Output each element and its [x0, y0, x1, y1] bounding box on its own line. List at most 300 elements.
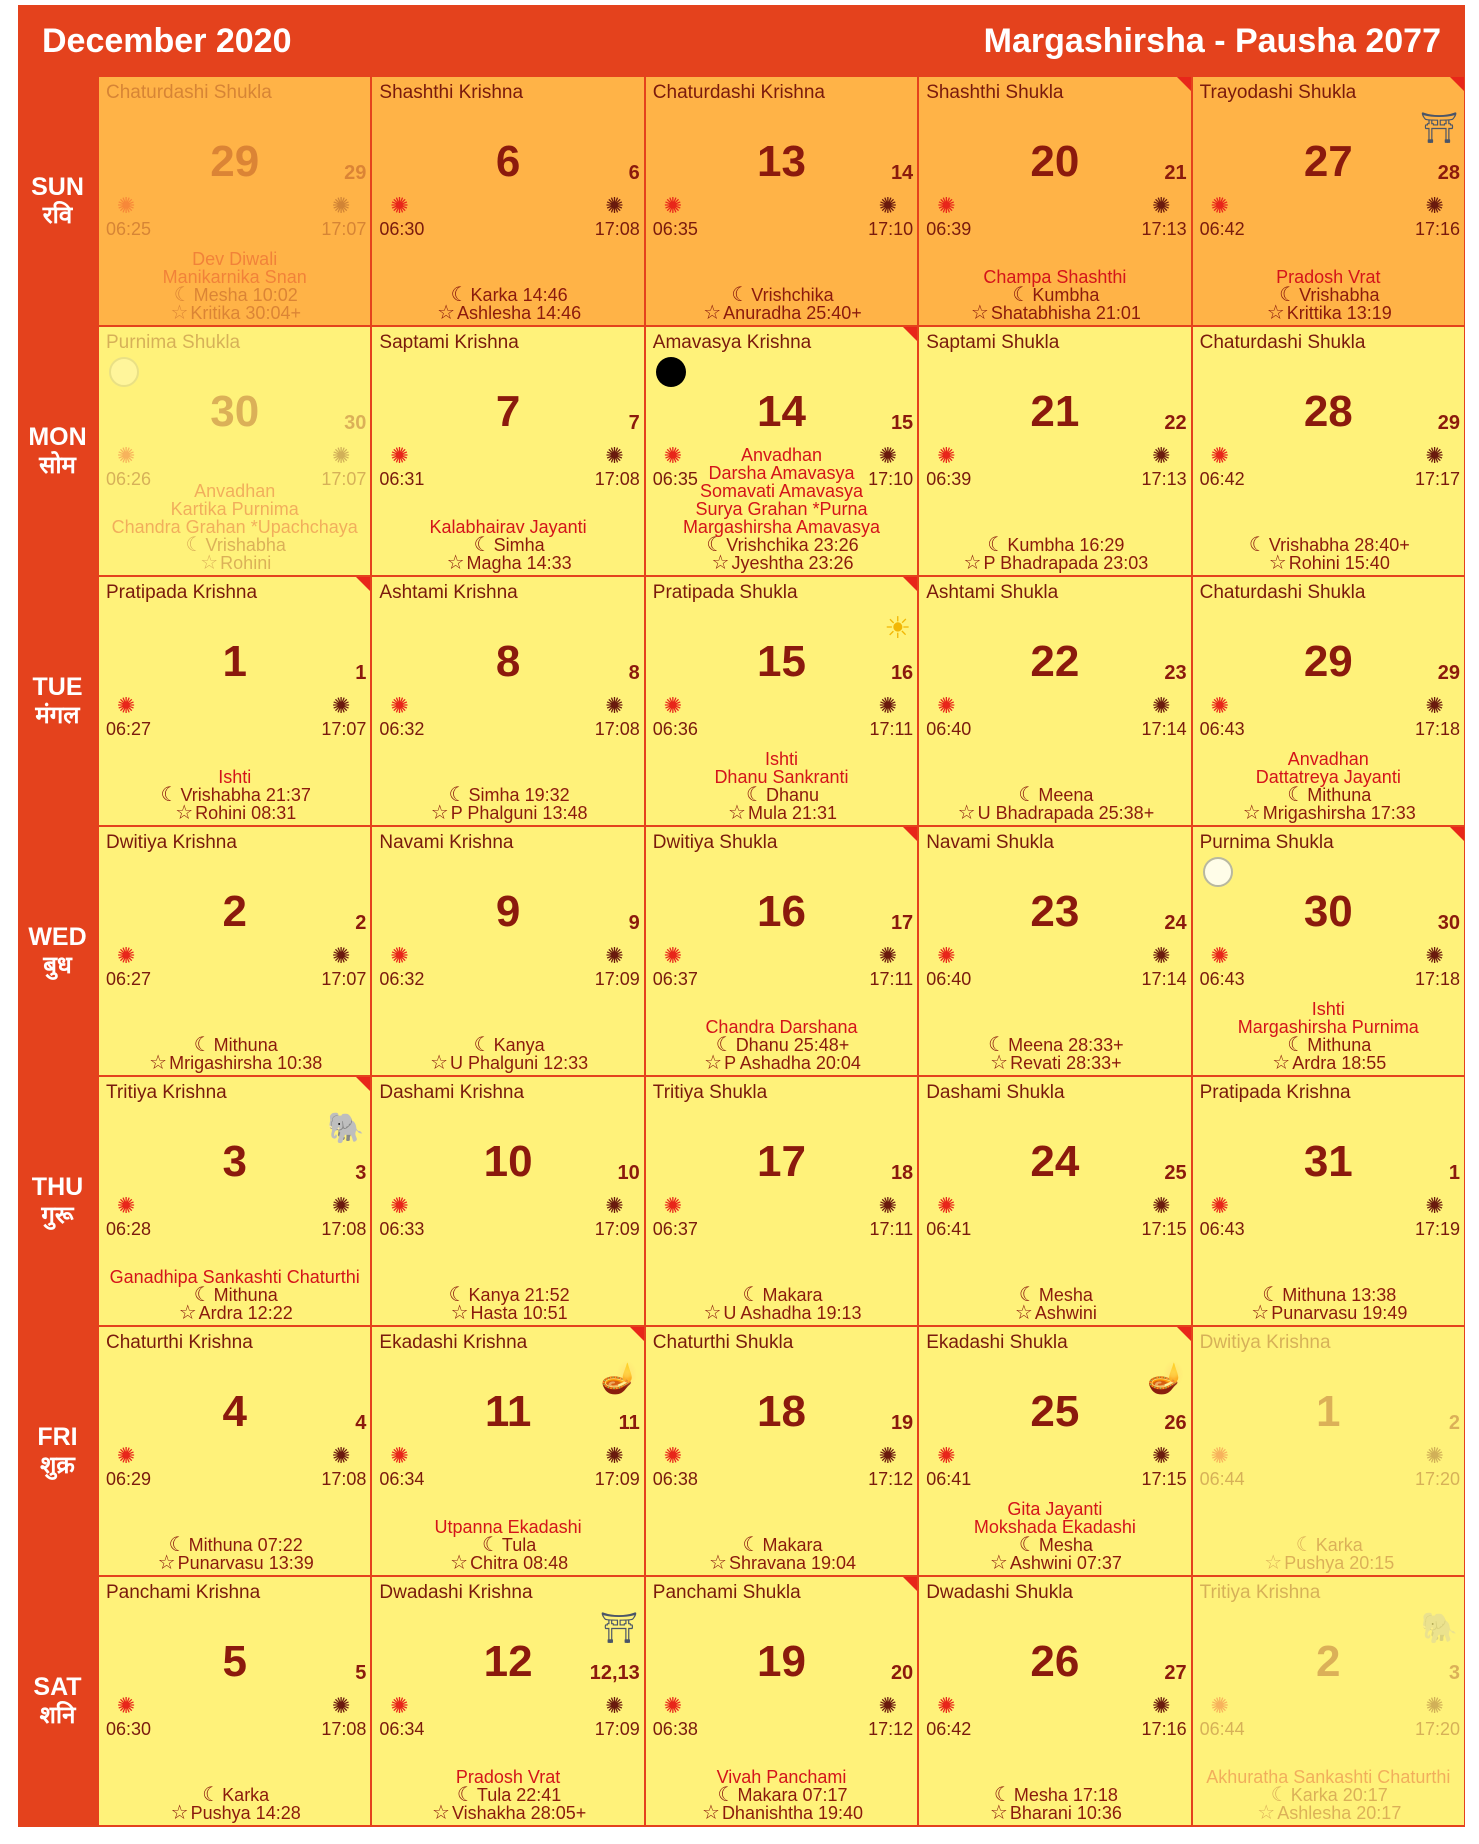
- festival-label: Akhuratha Sankashti Chaturthi: [1206, 1767, 1451, 1787]
- sunset-icon: ✺: [1425, 693, 1444, 718]
- tithi-label: Trayodashi Shukla: [1199, 82, 1357, 103]
- lunar-day: 8: [628, 662, 640, 684]
- festival-label: Dattatreya Jayanti: [1255, 767, 1401, 787]
- sunrise-icon: ✺: [1210, 1443, 1230, 1468]
- nakshatra: ☆ Mrigashirsha 10:38: [99, 1054, 370, 1072]
- nakshatra: ☆ Mrigashirsha 17:33: [1193, 804, 1464, 822]
- day-details: [372, 1768, 643, 1822]
- sunrise-time: 06:35: [652, 219, 698, 239]
- sunrise-time: 06:27: [106, 719, 152, 739]
- tithi-label: Shashthi Shukla: [926, 82, 1064, 103]
- day-details: [646, 1286, 917, 1322]
- sunrise-icon: ✺: [663, 943, 683, 968]
- lunar-day: 30: [344, 412, 367, 434]
- lunar-day: 26: [1164, 1412, 1187, 1434]
- sunset-icon: ✺: [605, 1693, 624, 1718]
- weekday-label-thu: [18, 1077, 97, 1325]
- sunset-time: 17:09: [594, 1719, 640, 1739]
- sunset-time: 17:08: [321, 1719, 367, 1739]
- sunset-icon: ✺: [878, 693, 898, 718]
- day-details: [919, 536, 1190, 572]
- nakshatra: ☆ Krittika 13:19: [1193, 304, 1464, 322]
- weekday-hi: सोम: [39, 450, 76, 479]
- day-cell[interactable]: [646, 1077, 917, 1325]
- moon-sign: ☾ Mithuna 13:38: [1193, 1286, 1464, 1304]
- day-details: [372, 518, 643, 572]
- moon-sign: ☾ Vrishchika 23:26: [646, 536, 917, 554]
- tithi-label: Panchami Krishna: [106, 1582, 261, 1603]
- ganesha-icon: 🐘: [327, 1112, 365, 1145]
- weekday-label-wed: [18, 827, 97, 1075]
- weekday-hi: मंगल: [35, 700, 80, 729]
- moon-sign: ☾ Kanya: [372, 1036, 643, 1054]
- date-number: 25: [1030, 1387, 1080, 1436]
- weekday-en: SAT: [33, 1672, 82, 1701]
- day-cell[interactable]: [99, 1327, 370, 1575]
- day-cell[interactable]: [372, 1077, 643, 1325]
- moon-sign: ☾ Mesha 10:02: [99, 286, 370, 304]
- day-details: [919, 1500, 1190, 1572]
- lunar-day: 22: [1164, 412, 1187, 434]
- sunset-icon: ✺: [605, 193, 624, 218]
- moon-sign: ☾ Tula 22:41: [372, 1786, 643, 1804]
- lunar-day: 10: [617, 1162, 640, 1184]
- sunrise-time: 06:37: [652, 1219, 698, 1239]
- nakshatra: ☆ Pushya 14:28: [99, 1804, 370, 1822]
- nakshatra: ☆ P Phalguni 13:48: [372, 804, 643, 822]
- sunrise-icon: ✺: [117, 1443, 136, 1468]
- moon-sign: ☾ Mithuna 07:22: [99, 1536, 370, 1554]
- day-details: [919, 1036, 1190, 1072]
- day-cell[interactable]: [646, 327, 917, 575]
- tithi-label: Dashami Krishna: [379, 1082, 525, 1103]
- date-number: 3: [222, 1137, 247, 1186]
- day-cell[interactable]: [646, 827, 917, 1075]
- festival-label: Chandra Grahan *Upachchaya: [111, 517, 358, 537]
- day-cell[interactable]: [919, 1327, 1190, 1575]
- full-moon-icon: [109, 357, 139, 387]
- tithi-label: Pratipada Shukla: [652, 582, 798, 603]
- moon-sign: ☾ Mesha: [919, 1536, 1190, 1554]
- day-details: [646, 1536, 917, 1572]
- tithi-label: Chaturdashi Krishna: [652, 82, 825, 103]
- day-cell[interactable]: [99, 577, 370, 825]
- sunset-icon: ✺: [1152, 443, 1171, 468]
- sunrise-icon: ✺: [390, 1443, 409, 1468]
- day-cell[interactable]: [646, 1327, 917, 1575]
- day-details: [1193, 1768, 1464, 1822]
- tithi-label: Ashtami Shukla: [926, 582, 1059, 603]
- day-details: [919, 1286, 1190, 1322]
- day-cell[interactable]: [919, 1077, 1190, 1325]
- moon-sign: ☾ Mesha 17:18: [919, 1786, 1190, 1804]
- sunset-icon: ✺: [878, 1443, 898, 1468]
- day-details: [1193, 268, 1464, 322]
- sunset-time: 17:08: [594, 469, 640, 489]
- lunar-day: 28: [1437, 162, 1460, 184]
- date-number: 11: [484, 1387, 532, 1436]
- sunrise-time: 06:34: [379, 1719, 425, 1739]
- nakshatra: ☆ Revati 28:33+: [919, 1054, 1190, 1072]
- date-number: 16: [757, 887, 806, 936]
- lunar-day: 16: [890, 662, 914, 684]
- weekday-label-sat: [18, 1577, 97, 1825]
- lunar-day: 9: [628, 912, 640, 934]
- weekday-label-mon: [18, 327, 97, 575]
- sunset-time: 17:07: [321, 469, 367, 489]
- date-number: 9: [495, 887, 521, 936]
- festival-label: Pradosh Vrat: [455, 1767, 561, 1787]
- nakshatra: ☆ Rohini: [99, 554, 370, 572]
- sunrise-icon: ✺: [117, 1193, 136, 1218]
- day-details: [1193, 750, 1464, 822]
- diya-icon: 🪔: [1147, 1362, 1185, 1395]
- day-cell[interactable]: [1193, 827, 1464, 1075]
- tithi-label: Dwitiya Shukla: [652, 832, 778, 853]
- lunar-day: 29: [344, 162, 367, 184]
- sunrise-time: 06:38: [652, 1719, 698, 1739]
- day-cell[interactable]: [646, 77, 917, 325]
- sunrise-icon: ✺: [390, 193, 409, 218]
- nakshatra: ☆ Rohini 08:31: [99, 804, 370, 822]
- day-cell[interactable]: [372, 1577, 643, 1825]
- festival-label: Anvadhan: [194, 481, 276, 501]
- day-cell[interactable]: [919, 77, 1190, 325]
- day-details: [372, 786, 643, 822]
- festival-label: Chandra Darshana: [705, 1017, 858, 1037]
- sunset-time: 17:08: [594, 219, 640, 239]
- lunar-day: 1: [1448, 1162, 1460, 1184]
- date-number: 4: [222, 1387, 247, 1436]
- sunset-icon: ✺: [1425, 1693, 1444, 1718]
- lunar-day: 1: [355, 662, 367, 684]
- moon-sign: ☾ Kanya 21:52: [372, 1286, 643, 1304]
- day-details: [372, 1518, 643, 1572]
- date-number: 7: [495, 387, 521, 436]
- lunar-day: 19: [890, 1412, 914, 1434]
- day-details: [919, 786, 1190, 822]
- full-moon-disc: [1203, 857, 1233, 887]
- day-cell[interactable]: [646, 577, 917, 825]
- sunset-time: 17:10: [868, 469, 914, 489]
- sunset-icon: ✺: [878, 1193, 898, 1218]
- sunrise-icon: ✺: [937, 193, 956, 218]
- tithi-label: Chaturthi Shukla: [652, 1332, 794, 1353]
- lunar-day: 3: [355, 1162, 367, 1184]
- day-cell[interactable]: [919, 827, 1190, 1075]
- calendar-grid: [18, 77, 1465, 1827]
- sunrise-time: 06:44: [1199, 1469, 1245, 1489]
- sunrise-time: 06:43: [1199, 719, 1245, 739]
- tithi-label: Pratipada Krishna: [1199, 1082, 1351, 1103]
- sunrise-time: 06:40: [926, 969, 972, 989]
- tithi-label: Amavasya Krishna: [652, 332, 812, 353]
- day-cell[interactable]: [919, 1577, 1190, 1825]
- festival-label: Vivah Panchami: [716, 1767, 847, 1787]
- weekday-en: THU: [31, 1172, 84, 1201]
- weekday-en: SUN: [31, 172, 84, 201]
- tithi-label: Ekadashi Krishna: [379, 1332, 528, 1353]
- date-number: 2: [222, 887, 247, 936]
- festival-label: Dev Diwali: [192, 249, 278, 269]
- tithi-label: Dwadashi Krishna: [379, 1582, 533, 1603]
- lunar-day: 18: [890, 1162, 914, 1184]
- day-cell[interactable]: [1193, 1077, 1464, 1325]
- tithi-label: Ashtami Krishna: [379, 582, 518, 603]
- day-cell[interactable]: [99, 1077, 370, 1325]
- lunar-day: 30: [1437, 912, 1460, 934]
- tithi-label: Tritiya Krishna: [1199, 1582, 1321, 1603]
- sunrise-icon: ✺: [937, 1693, 956, 1718]
- festival-label: Margashirsha Amavasya: [682, 517, 881, 537]
- nakshatra: ☆ Punarvasu 13:39: [99, 1554, 370, 1572]
- date-number: 19: [757, 1637, 806, 1686]
- day-cell[interactable]: [1193, 77, 1464, 325]
- date-number: 31: [1303, 1137, 1353, 1186]
- lunar-day: 3: [1448, 1662, 1460, 1684]
- sunset-icon: ✺: [1152, 193, 1171, 218]
- new-moon-icon: [656, 357, 686, 387]
- new-moon-disc: [656, 357, 686, 387]
- festival-label: Mokshada Ekadashi: [973, 1517, 1136, 1537]
- moon-sign: ☾ Tula: [372, 1536, 643, 1554]
- sunset-time: 17:15: [1141, 1469, 1187, 1489]
- sunrise-icon: ✺: [1210, 443, 1230, 468]
- day-details: [646, 286, 917, 322]
- sunset-time: 17:10: [868, 219, 914, 239]
- sunrise-time: 06:41: [926, 1219, 972, 1239]
- sunset-time: 17:14: [1141, 969, 1187, 989]
- sunset-time: 17:20: [1414, 1719, 1460, 1739]
- day-cell[interactable]: [99, 827, 370, 1075]
- tithi-label: Saptami Krishna: [379, 332, 519, 353]
- sunrise-icon: ✺: [937, 1443, 956, 1468]
- weekday-label-tue: [18, 577, 97, 825]
- day-details: [1193, 1286, 1464, 1322]
- event-marker-icon: [356, 1077, 370, 1091]
- moon-sign: ☾ Karka: [1193, 1536, 1464, 1554]
- nakshatra: ☆ Kritika 30:04+: [99, 304, 370, 322]
- nakshatra: ☆ Ardra 18:55: [1193, 1054, 1464, 1072]
- sunrise-icon: ✺: [390, 1693, 409, 1718]
- sunset-icon: ✺: [878, 943, 898, 968]
- nakshatra: ☆ Bharani 10:36: [919, 1804, 1190, 1822]
- nakshatra: ☆ U Ashadha 19:13: [646, 1304, 917, 1322]
- sunrise-time: 06:30: [379, 219, 425, 239]
- nakshatra: ☆ Rohini 15:40: [1193, 554, 1464, 572]
- lunar-day: 29: [1437, 412, 1460, 434]
- moon-sign: ☾ Mithuna: [1193, 786, 1464, 804]
- sunset-time: 17:08: [321, 1469, 367, 1489]
- tithi-label: Navami Shukla: [926, 832, 1054, 853]
- sunset-time: 17:11: [869, 969, 914, 989]
- sunrise-time: 06:37: [652, 969, 698, 989]
- day-details: [1193, 1536, 1464, 1572]
- sunrise-icon: ✺: [390, 443, 409, 468]
- day-cell[interactable]: [372, 327, 643, 575]
- sunrise-time: 06:41: [926, 1469, 972, 1489]
- festival-label: Kalabhairav Jayanti: [429, 517, 587, 537]
- lunar-day: 7: [628, 412, 640, 434]
- sunset-icon: ✺: [878, 193, 898, 218]
- day-cell[interactable]: [1193, 1327, 1464, 1575]
- nakshatra: ☆ Ashwini: [919, 1304, 1190, 1322]
- moon-sign: ☾ Kumbha: [919, 286, 1190, 304]
- day-cell[interactable]: [1193, 577, 1464, 825]
- day-cell[interactable]: [372, 77, 643, 325]
- festival-label: Manikarnika Snan: [162, 267, 307, 287]
- day-cell[interactable]: [1193, 1577, 1464, 1825]
- day-cell[interactable]: [99, 77, 370, 325]
- date-number: 28: [1303, 387, 1353, 436]
- day-details: [99, 1036, 370, 1072]
- sunrise-time: 06:25: [106, 219, 152, 239]
- sunrise-icon: ✺: [1210, 193, 1230, 218]
- sunrise-time: 06:26: [106, 469, 152, 489]
- sunset-time: 17:08: [594, 719, 640, 739]
- festival-label: Margashirsha Purnima: [1237, 1017, 1419, 1037]
- date-number: 8: [495, 637, 521, 686]
- hindu-month-title: Margashirsha - Pausha 2077: [983, 21, 1441, 60]
- tithi-label: Pratipada Krishna: [106, 582, 258, 603]
- sunset-icon: ✺: [331, 1193, 351, 1218]
- sunset-icon: ✺: [1152, 1693, 1171, 1718]
- lunar-day: 14: [890, 162, 914, 184]
- lunar-day: 4: [355, 1412, 367, 1434]
- nakshatra: ☆ Hasta 10:51: [372, 1304, 643, 1322]
- lunar-day: 15: [890, 412, 914, 434]
- sunset-time: 17:20: [1414, 1469, 1460, 1489]
- festival-label: Surya Grahan *Purna: [695, 499, 868, 519]
- nakshatra: ☆ Mula 21:31: [646, 804, 917, 822]
- sunrise-icon: ✺: [937, 943, 956, 968]
- tithi-label: Shashthi Krishna: [379, 82, 524, 103]
- calendar-header: [18, 5, 1465, 77]
- weekday-en: WED: [28, 922, 87, 951]
- event-marker-icon: [903, 827, 917, 841]
- day-cell[interactable]: [99, 327, 370, 575]
- sunrise-time: 06:42: [926, 1719, 972, 1739]
- sunrise-icon: ✺: [937, 443, 956, 468]
- nakshatra: ☆ Ashlesha 14:46: [372, 304, 643, 322]
- lunar-day: 2: [1448, 1412, 1460, 1434]
- day-cell[interactable]: [372, 827, 643, 1075]
- festival-label: Champa Shashthi: [983, 267, 1127, 287]
- day-details: [99, 250, 370, 322]
- date-number: 29: [210, 137, 260, 186]
- sunrise-icon: ✺: [390, 1193, 409, 1218]
- moon-sign: ☾ Meena 28:33+: [919, 1036, 1190, 1054]
- moon-sign: ☾ Mithuna: [99, 1036, 370, 1054]
- sunset-time: 17:12: [868, 1719, 914, 1739]
- month-title: December 2020: [42, 21, 292, 60]
- tithi-label: Ekadashi Shukla: [926, 1332, 1068, 1353]
- full-moon-disc: [109, 357, 139, 387]
- nakshatra: ☆ Ashwini 07:37: [919, 1554, 1190, 1572]
- event-marker-icon: [903, 327, 917, 341]
- sunrise-time: 06:34: [379, 1469, 425, 1489]
- sunrise-time: 06:29: [106, 1469, 152, 1489]
- date-number: 2: [1316, 1637, 1341, 1686]
- festival-label: Ishti: [218, 767, 252, 787]
- festival-label: Kartika Purnima: [170, 499, 299, 519]
- day-details: [99, 1536, 370, 1572]
- sunrise-icon: ✺: [937, 1193, 956, 1218]
- tithi-label: Navami Krishna: [379, 832, 514, 853]
- sunset-icon: ✺: [1425, 943, 1444, 968]
- lunar-day: 5: [355, 1662, 367, 1684]
- moon-sign: ☾ Dhanu: [646, 786, 917, 804]
- day-cell[interactable]: [919, 577, 1190, 825]
- sunset-time: 17:13: [1141, 469, 1187, 489]
- festival-label: Dhanu Sankranti: [714, 767, 849, 787]
- sunrise-icon: ✺: [117, 193, 136, 218]
- event-marker-icon: [1177, 1327, 1191, 1341]
- sunrise-time: 06:39: [926, 219, 972, 239]
- sunrise-time: 06:42: [1199, 469, 1245, 489]
- shivling-icon: ⛩: [599, 1612, 638, 1645]
- day-cell[interactable]: [1193, 327, 1464, 575]
- tithi-label: Chaturthi Krishna: [106, 1332, 253, 1353]
- day-cell[interactable]: [372, 1327, 643, 1575]
- lunar-day: 6: [628, 162, 640, 184]
- day-cell[interactable]: [99, 1577, 370, 1825]
- sunset-icon: ✺: [1152, 1193, 1171, 1218]
- festival-label: Pradosh Vrat: [1276, 267, 1381, 287]
- sunset-time: 17:09: [594, 1219, 640, 1239]
- day-details: [646, 750, 917, 822]
- day-details: [1193, 1000, 1464, 1072]
- sunrise-time: 06:38: [652, 1469, 698, 1489]
- day-cell[interactable]: [919, 327, 1190, 575]
- date-number: 18: [757, 1387, 806, 1436]
- weekday-hi: गुरू: [41, 1200, 74, 1229]
- date-number: 21: [1030, 387, 1080, 436]
- weekday-label-sun: [18, 77, 97, 325]
- sunset-icon: ✺: [1152, 1443, 1171, 1468]
- sunset-icon: ✺: [878, 1693, 898, 1718]
- day-cell[interactable]: [372, 577, 643, 825]
- sunrise-icon: ✺: [117, 443, 136, 468]
- sunset-icon: ✺: [1425, 1193, 1444, 1218]
- sunset-time: 17:13: [1141, 219, 1187, 239]
- date-number: 23: [1030, 887, 1080, 936]
- festival-label: Ishti: [1311, 999, 1345, 1019]
- date-number: 22: [1030, 637, 1080, 686]
- tithi-label: Chaturdashi Shukla: [1199, 582, 1366, 603]
- sunrise-icon: ✺: [1210, 1693, 1230, 1718]
- weekday-en: FRI: [37, 1422, 78, 1451]
- nakshatra: ☆ U Bhadrapada 25:38+: [919, 804, 1190, 822]
- nakshatra: ☆ Vishakha 28:05+: [372, 1804, 643, 1822]
- sunset-icon: ✺: [605, 443, 624, 468]
- nakshatra: ☆ Jyeshtha 23:26: [646, 554, 917, 572]
- sunrise-icon: ✺: [663, 1193, 683, 1218]
- sunrise-icon: ✺: [117, 693, 136, 718]
- day-details: [646, 446, 917, 572]
- lunar-day: 23: [1164, 662, 1187, 684]
- nakshatra: ☆ Anuradha 25:40+: [646, 304, 917, 322]
- date-number: 13: [757, 137, 806, 186]
- day-details: [99, 768, 370, 822]
- tithi-label: Chaturdashi Shukla: [106, 82, 272, 103]
- festival-label: Somavati Amavasya: [699, 481, 864, 501]
- lunar-day: 25: [1164, 1162, 1187, 1184]
- day-cell[interactable]: [646, 1577, 917, 1825]
- day-details: [646, 1768, 917, 1822]
- date-number: 1: [1316, 1387, 1341, 1436]
- date-number: 12: [483, 1637, 533, 1686]
